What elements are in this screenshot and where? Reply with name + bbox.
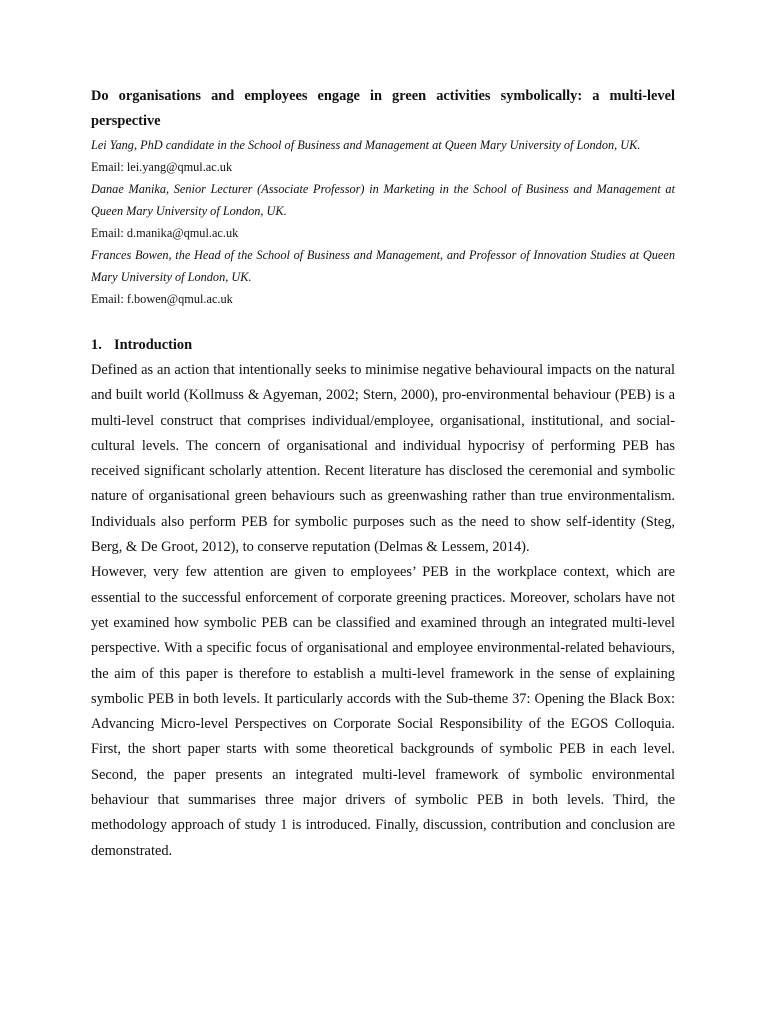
author-email-3: Email: f.bowen@qmul.ac.uk xyxy=(91,292,233,306)
paper-page xyxy=(91,84,675,864)
author-email-1: Email: lei.yang@qmul.ac.uk xyxy=(91,160,233,174)
author-affiliation-3: Frances Bowen, the Head of the School of Business and Management, and Professor of Innovation Studies at Queen Mary University of London, UK. xyxy=(91,248,675,284)
author-affiliation-1: Lei Yang, PhD candidate in the School of Business and Management at Queen Mary University of London, UK. xyxy=(91,138,641,152)
paper-title: Do organisations and employees engage in green activities symbolically: a multi-level perspective xyxy=(91,88,675,129)
author-block xyxy=(91,134,675,310)
intro-paragraph-1: Defined as an action that intentionally seeks to minimise negative behavioural impacts on the natural and built world (Kollmuss & Agyeman, 2002; Stern, 2000), pro-environmental behaviour (PEB) is a multi-level construct that comprises individual/employee, organisational, institutional, and social-cultural levels. The concern of organisational and individual hypocrisy of performing PEB has received significant scholarly attention. Recent literature has disclosed the ceremonial and symbolic nature of organisational green behaviours such as greenwashing rather than true environmentalism. Individuals also perform PEB for symbolic purposes such as the need to show self-identity (Steg, Berg, & De Groot, 2012), to conserve reputation (Delmas & Lessem, 2014). xyxy=(91,362,675,556)
author-affiliation-2: Danae Manika, Senior Lecturer (Associate Professor) in Marketing in the School of Business and Management at Queen Mary University of London, UK. xyxy=(91,182,675,218)
section-number: 1. xyxy=(91,337,102,353)
author-email-2: Email: d.manika@qmul.ac.uk xyxy=(91,226,239,240)
section-heading xyxy=(91,333,675,358)
intro-paragraph-2: However, very few attention are given to employees’ PEB in the workplace context, which are essential to the successful enforcement of corporate greening practices. Moreover, scholars have not yet examined how symbolic PEB can be classified and examined through an integrated multi-level perspective. With a specific focus of organisational and employee environmental-related behaviours, the aim of this paper is therefore to establish a multi-level framework in the sense of explaining symbolic PEB in both levels. It particularly accords with the Sub-theme 37: Opening the Black Box: Advancing Micro-level Perspectives on Corporate Social Responsibility of the EGOS Colloquia. First, the short paper starts with some theoretical backgrounds of symbolic PEB in each level. Second, the paper presents an integrated multi-level framework of symbolic environmental behaviour that summarises three major drivers of symbolic PEB in both levels. Third, the methodology approach of study 1 is introduced. Finally, discussion, contribution and conclusion are demonstrated. xyxy=(91,564,675,859)
section-title: Introduction xyxy=(114,337,193,353)
